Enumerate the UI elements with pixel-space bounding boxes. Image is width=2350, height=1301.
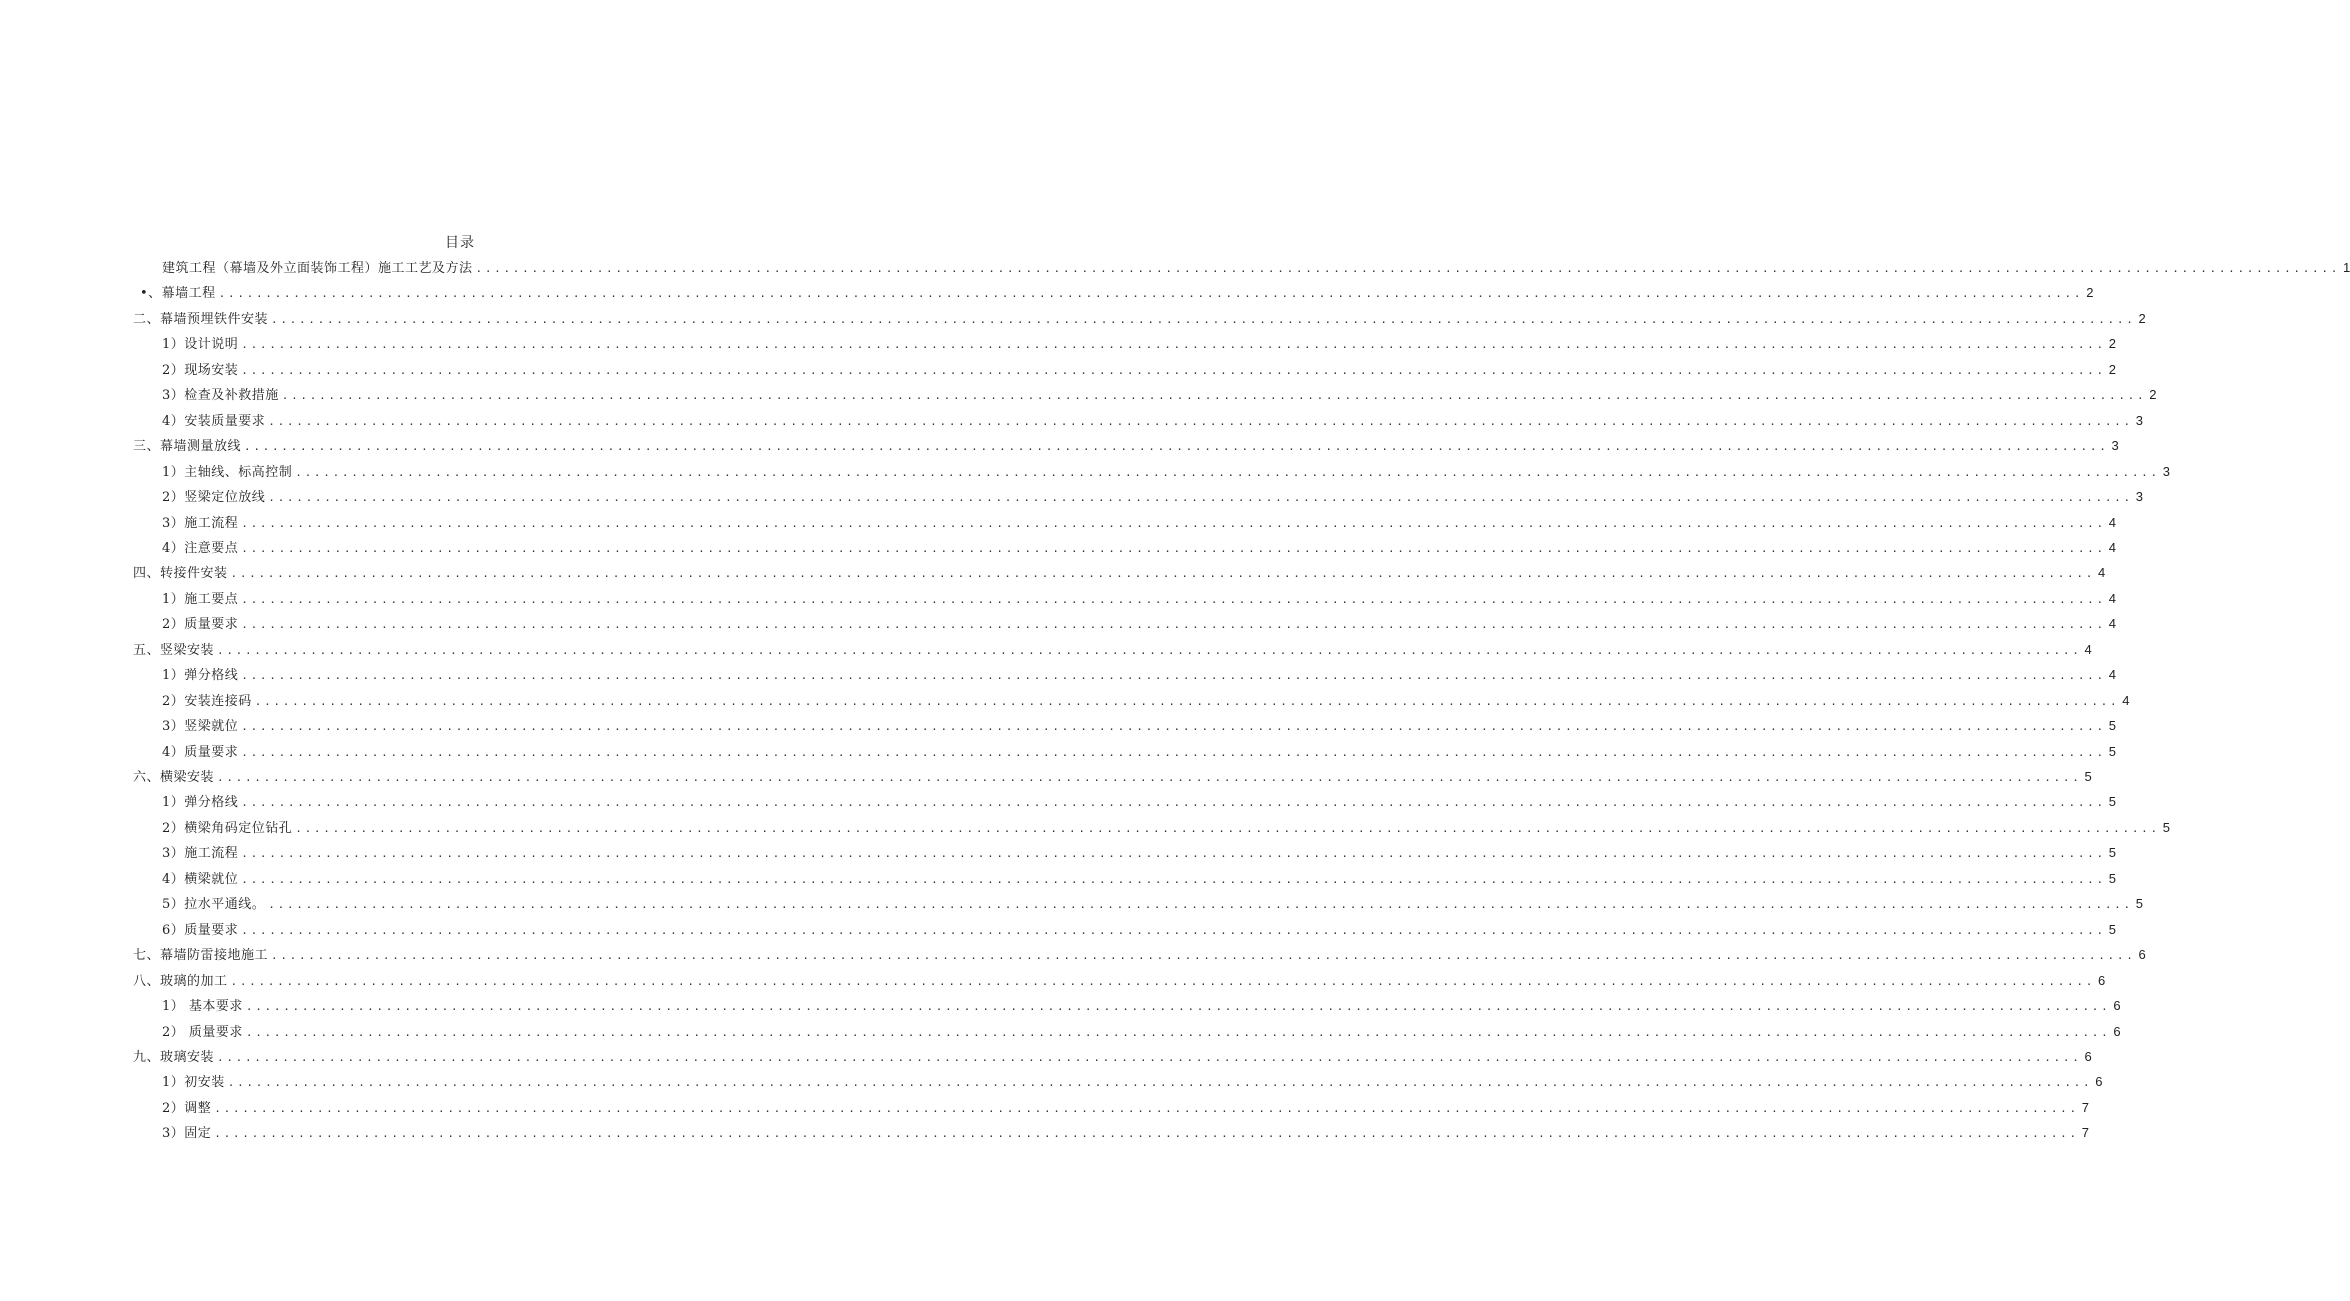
toc-entry-page-number: 4 [2108, 590, 2117, 606]
toc-entry-label: 1）初安装 [162, 1075, 225, 1091]
toc-entry-page-number: 4 [2108, 514, 2117, 530]
toc-entry-page-number: 4 [2122, 692, 2130, 708]
toc-entry-page-number: 4 [2098, 565, 2106, 581]
toc-entry-page-number: 5 [2108, 921, 2117, 937]
toc-entry-label: 四、转接件安装 [133, 566, 228, 582]
toc-entry-label: 5）拉水平通线。 [162, 897, 266, 913]
toc-entry-label: 4）注意要点 [162, 540, 239, 556]
toc-entry[interactable] [162, 1021, 2121, 1043]
toc-entry[interactable] [133, 766, 2092, 788]
toc-entry-label: 4）横梁就位 [162, 871, 239, 887]
toc-entry-label: 六、横梁安装 [133, 770, 215, 785]
toc-entry[interactable] [162, 817, 2171, 839]
toc-dot-leader: ........................................................................................................................................................................................................ [241, 592, 2106, 606]
toc-entry[interactable] [162, 461, 2171, 483]
toc-entry-label: 1）弹分格线 [162, 668, 239, 684]
toc-entry[interactable] [162, 359, 2117, 381]
toc-entry[interactable] [162, 741, 2117, 763]
toc-dot-leader: ........................................................................................................................................................................................................ [244, 440, 2109, 454]
toc-dot-leader: ........................................................................................................................................................................................................ [217, 1050, 2082, 1064]
toc-dot-leader: ........................................................................................................................................................................................................ [271, 312, 2136, 326]
toc-entry[interactable] [133, 970, 2106, 992]
toc-dot-leader: ........................................................................................................................................................................................................ [295, 465, 2160, 479]
toc-entry-page-number: 2 [2086, 285, 2094, 301]
toc-dot-leader: ........................................................................................................................................................................................................ [254, 694, 2120, 708]
toc-entry-page-number: 5 [2162, 819, 2171, 835]
toc-entry[interactable] [162, 257, 2350, 279]
toc-entry-label: 1） 基本要求 [162, 999, 243, 1015]
toc-entry-page-number: 6 [2113, 1023, 2121, 1039]
toc-entry-label: 3）固定 [162, 1126, 212, 1142]
toc-dot-leader: ........................................................................................................................................................................................................ [241, 618, 2106, 632]
toc-dot-leader: ........................................................................................................................................................................................................ [241, 516, 2106, 530]
toc-entry[interactable] [162, 842, 2117, 864]
toc-entry-page-number: 7 [2081, 1099, 2090, 1115]
toc-dot-leader: ........................................................................................................................................................................................................ [241, 720, 2106, 734]
toc-dot-leader: ........................................................................................................................................................................................................ [245, 1000, 2111, 1014]
toc-dot-leader: ........................................................................................................................................................................................................ [241, 923, 2106, 937]
toc-entry-page-number: 5 [2108, 870, 2117, 886]
toc-entry-page-number: 6 [2084, 1048, 2092, 1064]
toc-entry-page-number: 5 [2135, 896, 2144, 912]
toc-entry-page-number: 5 [2108, 794, 2117, 810]
toc-entry-label: •、幕墙工程 [140, 286, 216, 302]
toc-entry[interactable] [133, 944, 2146, 966]
toc-dot-leader: ........................................................................................................................................................................................................ [241, 847, 2106, 861]
toc-entry-page-number: 4 [2108, 539, 2117, 555]
toc-entry-page-number: 6 [2138, 947, 2146, 963]
toc-entry-label: 6）质量要求 [162, 922, 239, 938]
toc-entry-label: 八、玻璃的加工 [133, 973, 228, 989]
toc-entry-page-number: 5 [2108, 845, 2117, 861]
toc-entry[interactable] [162, 664, 2117, 686]
toc-dot-leader: ........................................................................................................................................................................................................ [241, 669, 2106, 683]
toc-entry-page-number: 3 [2135, 489, 2144, 505]
toc-entry[interactable] [162, 1071, 2103, 1093]
toc-entry-label: 2）调整 [162, 1100, 212, 1116]
toc-dot-leader: ........................................................................................................................................................................................................ [227, 1076, 2093, 1090]
toc-dot-leader: ........................................................................................................................................................................................................ [230, 974, 2096, 988]
toc-entry-page-number: 6 [2095, 1074, 2103, 1090]
toc-entry-label: 1）施工要点 [162, 591, 239, 607]
toc-entry[interactable] [162, 893, 2144, 915]
toc-entry-label: 1）弹分格线 [162, 795, 239, 811]
toc-dot-leader: ........................................................................................................................................................................................................ [475, 262, 2341, 275]
toc-entry-label: 1）设计说明 [162, 337, 239, 353]
toc-dot-leader: ........................................................................................................................................................................................................ [295, 821, 2160, 835]
toc-entry[interactable] [162, 486, 2144, 508]
toc-dot-leader: ........................................................................................................................................................................................................ [241, 872, 2106, 886]
toc-entry-label: 九、玻璃安装 [133, 1049, 215, 1065]
toc-entry-page-number: 4 [2084, 641, 2092, 657]
toc-entry[interactable] [162, 512, 2117, 534]
toc-entry-label: 2）横梁角码定位钻孔 [162, 820, 293, 836]
toc-entry[interactable] [162, 537, 2117, 559]
toc-entry[interactable] [162, 384, 2157, 406]
toc-entry-page-number: 4 [2108, 667, 2117, 683]
toc-entry-label: 2）质量要求 [162, 617, 239, 633]
toc-entry-label: 2）安装连接码 [162, 693, 252, 709]
toc-entry[interactable] [162, 1097, 2090, 1119]
toc-dot-leader: ........................................................................................................................................................................................................ [271, 949, 2136, 963]
toc-entry[interactable] [162, 919, 2117, 941]
toc-entry[interactable] [162, 690, 2130, 712]
toc-entry-label: 2）竖梁定位放线 [162, 490, 266, 506]
toc-dot-leader: ........................................................................................................................................................................................................ [241, 363, 2106, 377]
toc-entry-page-number: 5 [2108, 718, 2117, 734]
toc-dot-leader: ........................................................................................................................................................................................................ [268, 414, 2133, 428]
toc-entry[interactable] [162, 791, 2117, 813]
toc-entry[interactable] [140, 282, 2094, 304]
toc-dot-leader: ........................................................................................................................................................................................................ [281, 389, 2147, 403]
toc-entry[interactable] [162, 410, 2144, 432]
toc-entry-label: 2） 质量要求 [162, 1024, 243, 1040]
toc-entry[interactable] [162, 715, 2117, 737]
toc-entry-page-number: 6 [2113, 998, 2121, 1014]
toc-entry-page-number: 3 [2162, 463, 2171, 479]
toc-entry[interactable] [162, 588, 2117, 610]
toc-dot-leader: ........................................................................................................................................................................................................ [241, 796, 2106, 810]
toc-entry[interactable] [133, 308, 2146, 330]
toc-entry-label: 3）施工流程 [162, 846, 239, 862]
toc-entry-label: 3）竖梁就位 [162, 719, 239, 735]
toc-dot-leader: ........................................................................................................................................................................................................ [230, 567, 2096, 581]
toc-entry-page-number: 2 [2108, 336, 2117, 352]
toc-dot-leader: ........................................................................................................................................................................................................ [214, 1127, 2079, 1141]
toc-entry-label: 三、幕墙测量放线 [133, 439, 242, 455]
toc-dot-leader: ........................................................................................................................................................................................................ [241, 338, 2106, 352]
toc-dot-leader: ........................................................................................................................................................................................................ [218, 287, 2084, 301]
toc-entry-page-number: 5 [2108, 743, 2117, 759]
toc-dot-leader: ........................................................................................................................................................................................................ [217, 771, 2082, 784]
toc-dot-leader: ........................................................................................................................................................................................................ [241, 541, 2106, 555]
toc-entry[interactable] [133, 562, 2106, 584]
toc-entry-page-number: 2 [2138, 310, 2146, 326]
toc-dot-leader: ........................................................................................................................................................................................................ [217, 643, 2082, 657]
toc-entry[interactable] [162, 333, 2117, 355]
toc-entry-page-number: 2 [2108, 361, 2117, 377]
toc-entry-page-number: 5 [2084, 769, 2092, 784]
toc-entry-label: 3）检查及补救措施 [162, 388, 279, 404]
toc-entry[interactable] [133, 639, 2092, 661]
toc-entry-page-number: 6 [2098, 972, 2106, 988]
toc-entry[interactable] [162, 995, 2121, 1017]
toc-entry-page-number: 1 [2343, 260, 2350, 275]
toc-dot-leader: ........................................................................................................................................................................................................ [268, 898, 2133, 912]
toc-entry[interactable] [162, 1122, 2090, 1144]
toc-entry-label: 七、幕墙防雷接地施工 [133, 948, 269, 964]
toc-entry-label: 2）现场安装 [162, 362, 239, 378]
toc-entry-page-number: 7 [2081, 1125, 2090, 1141]
toc-title: 目录 [445, 235, 475, 251]
toc-entry-label: 1）主轴线、标高控制 [162, 464, 293, 480]
toc-entry[interactable] [133, 1046, 2092, 1068]
toc-entry-label: 二、幕墙预埋铁件安装 [133, 311, 269, 327]
toc-dot-leader: ........................................................................................................................................................................................................ [214, 1101, 2079, 1115]
toc-entry[interactable] [162, 868, 2117, 890]
toc-entry-label: 4）安装质量要求 [162, 413, 266, 429]
toc-entry[interactable] [162, 613, 2117, 635]
toc-entry[interactable] [133, 435, 2119, 457]
toc-entry-label: 建筑工程（幕墙及外立面装饰工程）施工工艺及方法 [162, 261, 473, 276]
toc-dot-leader: ........................................................................................................................................................................................................ [245, 1025, 2111, 1039]
toc-dot-leader: ........................................................................................................................................................................................................ [268, 491, 2133, 505]
toc-entry-page-number: 4 [2108, 616, 2117, 632]
toc-entry-label: 4）质量要求 [162, 744, 239, 760]
toc-entry-page-number: 3 [2111, 438, 2119, 454]
toc-entry-label: 3）施工流程 [162, 515, 239, 531]
toc-entry-page-number: 3 [2135, 412, 2144, 428]
toc-dot-leader: ........................................................................................................................................................................................................ [241, 745, 2106, 759]
toc-entry-page-number: 2 [2149, 387, 2157, 403]
toc-entry-label: 五、竖梁安装 [133, 642, 215, 658]
